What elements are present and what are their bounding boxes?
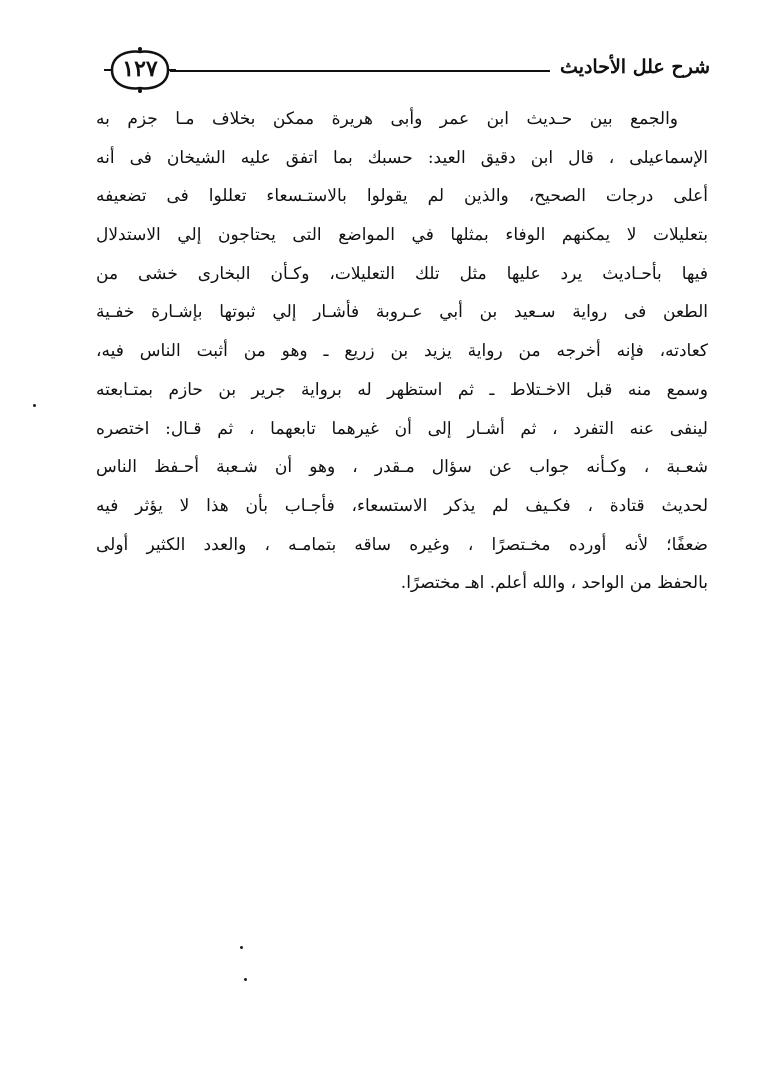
page-number-ornament <box>100 46 180 94</box>
text-line: كعادته، فإنه أخرجه من رواية يزيد بن زريع ـ وهو من أثبت الناس فيه، <box>96 341 708 362</box>
text-line: شعـبة ، وكـأنه جواب عن سؤال مـقدر ، وهو أن شـعبة أحـفظ الناس <box>96 457 708 478</box>
running-head-title: شرح علل الأحاديث <box>560 56 710 78</box>
page-number: ١٢٧ <box>122 56 158 82</box>
text-line: بتعليلات لا يمكنهم الوفاء بمثلها في المواضع التى يحتاجون إلي الاستدلال <box>96 225 708 246</box>
scan-speck <box>240 946 243 949</box>
text-line: لحديث قتادة ، فكـيف لم يذكر الاستسعاء، فأجـاب بأن هذا لا يؤثر فيه <box>96 495 708 516</box>
text-line: الطعن فى رواية سـعيد بن أبي عـروبة فأشـار إلي ثبوتها بإشـارة خفـية <box>96 302 708 323</box>
text-line: فيها بأحـاديث يرد عليها مثل تلك التعليلات، وكـأن البخارى خشى من <box>96 263 708 284</box>
text-line: وسمع منه قبل الاخـتلاط ـ ثم استظهر له برواية جرير بن حازم بمتـابعته <box>96 379 708 400</box>
body-text <box>96 100 708 603</box>
page-header <box>100 46 710 98</box>
text-line: بالحفظ من الواحد ، والله أعلم. اهـ مختصرًا. <box>400 573 708 594</box>
scan-speck <box>244 978 247 981</box>
text-line: لينفى عنه التفرد ، ثم أشـار إلى أن غيرهما تابعهما ، ثم قـال: اختصره <box>96 418 708 439</box>
header-rule <box>170 70 550 72</box>
text-line: الإسماعيلى ، قال ابن دقيق العيد: حسبك بما اتفق عليه الشيخان فى أنه <box>96 147 708 168</box>
text-line: والجمع بين حـديث ابن عمر وأبى هريرة ممكن بخلاف مـا جزم به <box>96 109 678 129</box>
text-line: أعلى درجات الصحيح، والذين لم يقولوا بالاستـسعاء تعللوا فى تضعيفه <box>96 186 708 207</box>
scan-speck <box>33 404 36 407</box>
text-line: ضعفًا؛ لأنه أورده مخـتصرًا ، وغيره ساقه بتمامـه ، والعدد الكثير أولى <box>96 534 708 555</box>
